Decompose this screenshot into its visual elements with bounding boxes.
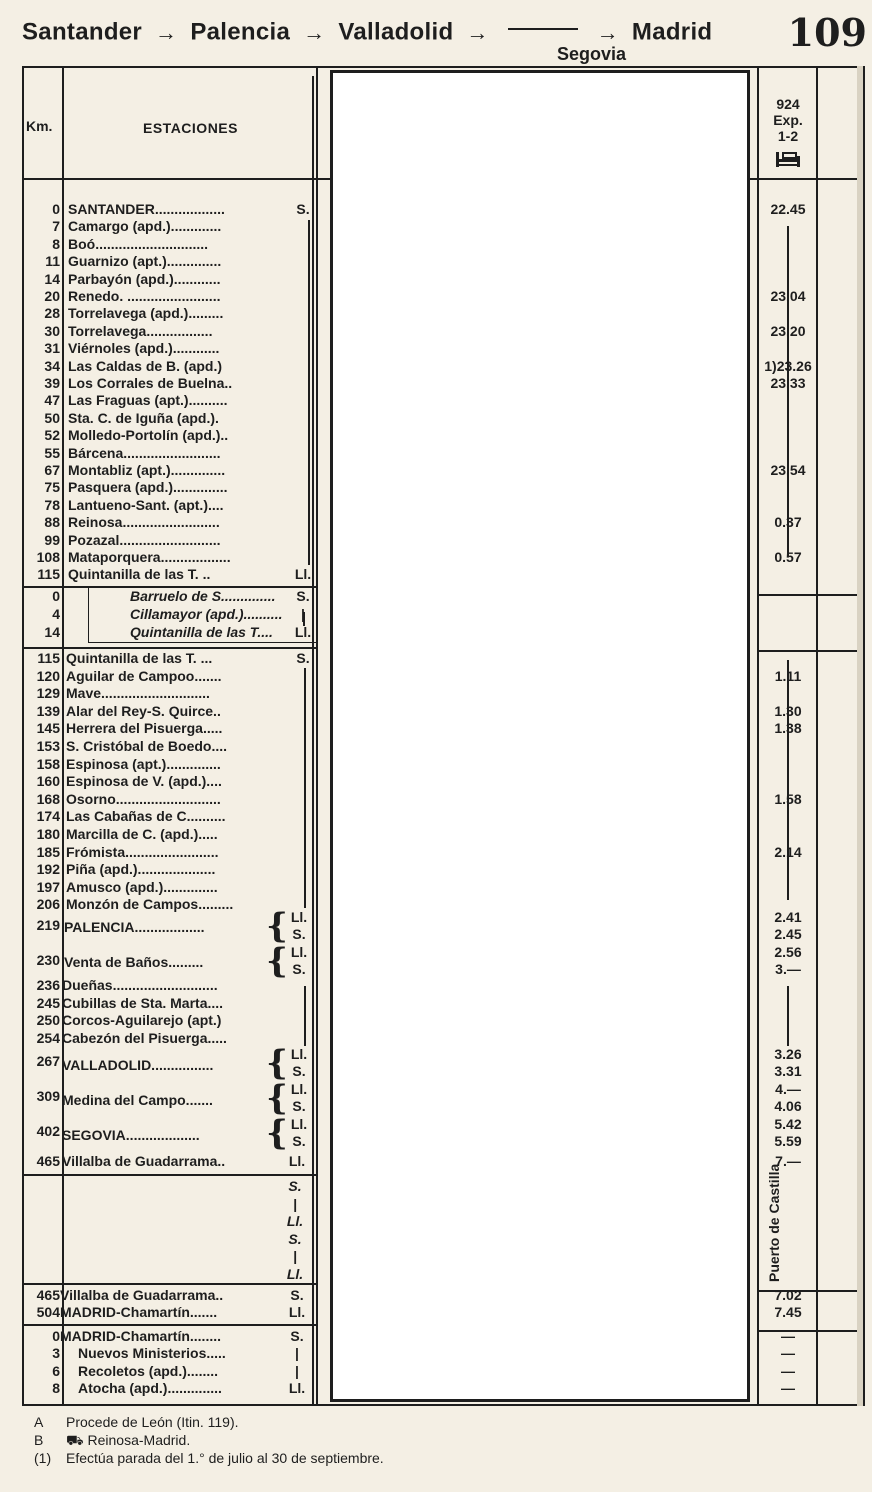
station-name: Mave............................ (66, 685, 210, 702)
section-divider (22, 1324, 316, 1326)
signal: | (295, 1362, 299, 1379)
route-divider (508, 28, 578, 30)
station-name: Espinosa de V. (apd.).... (66, 773, 222, 790)
station-name: Sta. C. de Iguña (apd.). (68, 409, 219, 426)
table-row (22, 588, 862, 606)
signal: S. (296, 650, 310, 666)
departure-time: 23.54 (770, 462, 806, 478)
route-madrid: Madrid (631, 18, 713, 46)
station-name: Recoletos (apd.)........ (78, 1362, 219, 1379)
station-name: Bárcena......................... (68, 444, 221, 461)
km-value: 3 (52, 1345, 60, 1362)
route-title (22, 18, 712, 47)
departure-time: 1.38 (774, 720, 802, 737)
signal: Ll. (288, 1304, 306, 1320)
departure-time: 5.42 (774, 1116, 802, 1132)
table-row (22, 1078, 862, 1118)
km-value: 206 (36, 896, 60, 913)
station-name: Viérnoles (apd.)............ (68, 340, 220, 357)
station-name: Lantueno-Sant. (apt.).... (68, 496, 224, 513)
km-value: 99 (44, 531, 60, 548)
km-value: 402 (36, 1123, 60, 1139)
departure-time: 23.33 (770, 375, 806, 391)
table-row (22, 844, 862, 862)
km-value: 465 (36, 1287, 60, 1303)
km-value: 115 (37, 566, 60, 583)
table-row (22, 549, 862, 567)
table-row (22, 1287, 862, 1305)
km-value: 245 (36, 994, 60, 1011)
departure-time: 7.02 (774, 1287, 802, 1303)
table-row (22, 668, 862, 686)
station-name: Parbayón (apd.)............ (68, 270, 221, 287)
departure-time: 1.11 (774, 667, 802, 684)
table-row (22, 624, 862, 642)
km-value: 192 (36, 861, 60, 878)
station-name: Renedo. ........................ (68, 288, 221, 304)
page-number: 109 (787, 10, 867, 55)
table-row (22, 756, 862, 774)
footnote: A Procede de León (Itin. 119). (34, 1414, 239, 1430)
signal: S. (288, 1178, 302, 1194)
arrow-icon: → (303, 19, 326, 45)
km-value: 160 (36, 773, 60, 790)
km-value: 174 (36, 808, 60, 825)
signal: | (295, 1345, 299, 1362)
km-value: 11 (45, 253, 60, 270)
brace: { (266, 906, 288, 946)
table-row (22, 392, 862, 410)
table-row (22, 236, 862, 254)
km-value: 4 (52, 606, 60, 622)
km-value: 30 (44, 322, 60, 339)
km-value: 20 (44, 288, 60, 304)
station-name: SANTANDER.................. (68, 201, 225, 217)
table-row (22, 566, 862, 584)
table-row (22, 1113, 862, 1153)
km-value: 28 (44, 305, 60, 322)
signal: S. (292, 1133, 306, 1149)
table-row (22, 479, 862, 497)
departure-time: 3.31 (774, 1063, 802, 1079)
km-value: 88 (44, 514, 60, 531)
table-row (22, 288, 862, 306)
table-row (22, 340, 862, 358)
train-classes: 1-2 (777, 128, 799, 144)
train-number: 924 (776, 96, 800, 112)
arrow-icon: → (596, 19, 619, 45)
station-name: Cillamayor (apd.).......... (130, 606, 283, 622)
signal: Ll. (288, 1153, 306, 1169)
departure-time: 1.58 (774, 790, 802, 807)
departure-time: 1)23.26 (764, 357, 812, 374)
km-value: 108 (36, 549, 60, 565)
km-value: 115 (37, 650, 60, 666)
table-row (22, 808, 862, 826)
station-name: Aguilar de Campoo....... (66, 667, 222, 684)
signal: Ll. (290, 1046, 308, 1062)
station-name: SEGOVIA................... (62, 1127, 200, 1143)
table-row (22, 1345, 862, 1363)
signal: Ll. (290, 944, 308, 960)
station-name: Monzón de Campos......... (66, 896, 234, 913)
table-row (22, 977, 862, 995)
km-value: 67 (44, 462, 60, 478)
departure-time: — (781, 1380, 795, 1397)
table-row (22, 1304, 862, 1322)
km-value: 129 (36, 685, 60, 702)
km-value: 465 (36, 1153, 60, 1169)
departure-time: 0.37 (774, 514, 802, 531)
table-row (22, 410, 862, 428)
departure-time: 4.06 (774, 1098, 802, 1114)
station-name: Los Corrales de Buelna.. (68, 375, 233, 391)
station-name: Cubillas de Sta. Marta.... (62, 994, 224, 1011)
km-value: 55 (44, 444, 60, 461)
section-divider (22, 1174, 316, 1176)
signal: Ll. (294, 624, 312, 640)
table-row (22, 773, 862, 791)
signal: Ll. (290, 909, 308, 925)
table-row (22, 1043, 862, 1083)
station-name: Corcos-Aguilarejo (apt.) (62, 1012, 222, 1029)
table-row (22, 861, 862, 879)
signal: Ll. (288, 1380, 306, 1397)
table-row (22, 1363, 862, 1381)
km-value: 34 (44, 357, 60, 374)
route-santander: Santander (22, 18, 143, 46)
signal: S. (292, 1063, 306, 1079)
table-row (22, 497, 862, 515)
station-name: Boó............................. (68, 235, 209, 252)
station-name: Villalba de Guadarrama.. (62, 1153, 226, 1169)
km-value: 47 (44, 392, 60, 409)
table-row (22, 1328, 862, 1346)
table-row (22, 606, 862, 624)
table-row (22, 995, 862, 1013)
station-name: Reinosa......................... (68, 514, 220, 531)
station-name: Camargo (apd.)............. (68, 218, 222, 235)
station-name: Nuevos Ministerios..... (78, 1345, 226, 1362)
km-value: 168 (36, 790, 60, 807)
km-value: 153 (36, 738, 60, 754)
table-row (22, 879, 862, 897)
table-row (22, 358, 862, 376)
station-name: MADRID-Chamartín........ (60, 1328, 222, 1344)
station-name: Torrelavega................. (68, 322, 213, 339)
km-value: 50 (44, 409, 60, 426)
departure-time: 2.45 (774, 926, 802, 942)
station-name: Quintanilla de las T.... (130, 624, 273, 640)
station-name: Barruelo de S.............. (130, 588, 276, 604)
table-row (22, 720, 862, 738)
table-row (22, 271, 862, 289)
km-value: 39 (44, 375, 60, 391)
puerto-label-box (757, 1163, 817, 1286)
departure-time: — (781, 1362, 795, 1379)
table-row (22, 906, 862, 946)
table-row (22, 427, 862, 445)
station-name: Alar del Rey-S. Quirce.. (66, 702, 221, 719)
signal: Ll. (286, 1213, 304, 1229)
km-value: 230 (36, 952, 60, 968)
arrow-icon: → (466, 19, 489, 45)
table-row (22, 1012, 862, 1030)
station-name: Amusco (apd.).............. (66, 878, 218, 895)
station-name: Las Fraguas (apt.).......... (68, 392, 228, 409)
km-value: 250 (36, 1012, 60, 1029)
signal: S. (290, 1287, 304, 1303)
brace: { (266, 1113, 288, 1153)
table-row (22, 253, 862, 271)
table-row (22, 323, 862, 341)
station-name: Herrera del Pisuerga..... (66, 720, 223, 737)
route-segovia: Segovia (557, 44, 627, 64)
sleeper-icon (775, 150, 801, 168)
km-value: 75 (44, 479, 60, 496)
train-type: Exp. (773, 112, 803, 128)
table-row (22, 218, 862, 236)
table-row (22, 445, 862, 463)
km-value: 14 (44, 270, 60, 287)
station-name: Atocha (apd.).............. (78, 1380, 222, 1397)
signal: S. (292, 926, 306, 942)
station-name: Medina del Campo....... (62, 1092, 213, 1108)
signal: S. (296, 201, 310, 217)
signal: Ll. (290, 1116, 308, 1132)
station-name: Las Cabañas de C.......... (66, 808, 226, 825)
section-divider (22, 647, 316, 649)
page-header (22, 10, 867, 68)
km-value: 139 (36, 702, 60, 719)
km-value: 0 (52, 201, 60, 217)
station-name: Dueñas........................... (62, 977, 218, 993)
station-name: Venta de Baños......... (64, 954, 204, 970)
table-row (22, 305, 862, 323)
station-name: Pozazal.......................... (68, 531, 221, 548)
brace: { (266, 1043, 288, 1083)
departure-time: 2.56 (774, 944, 802, 960)
station-name: Osorno........................... (66, 790, 221, 807)
station-name: MADRID-Chamartín....... (60, 1304, 218, 1320)
station-name: Las Caldas de B. (apd.) (68, 357, 223, 374)
table-row (22, 532, 862, 550)
km-value: 6 (52, 1362, 60, 1379)
signal: | (293, 1248, 297, 1264)
station-name: VALLADOLID................ (62, 1057, 214, 1073)
table-row (22, 685, 862, 703)
stations-header: ESTACIONES (143, 120, 238, 136)
signal: S. (292, 1098, 306, 1114)
station-name: Villalba de Guadarrama.. (60, 1287, 224, 1303)
km-value: 219 (36, 917, 60, 933)
table-row (22, 896, 862, 914)
departure-time: — (781, 1328, 795, 1344)
station-name: Montabliz (apt.).............. (68, 462, 226, 478)
departure-time: 2.41 (774, 909, 802, 925)
station-name: Molledo-Portolín (apd.).. (68, 427, 229, 444)
table-row (22, 1030, 862, 1048)
signal: Ll. (290, 1081, 308, 1097)
station-name: Quintanilla de las T. .. (68, 566, 211, 583)
departure-time: 7.45 (774, 1304, 802, 1320)
km-value: 31 (44, 340, 60, 357)
km-value: 185 (36, 843, 60, 860)
km-value: 267 (36, 1053, 60, 1069)
km-value: 145 (36, 720, 60, 737)
departure-time: 7.— (775, 1153, 801, 1169)
km-value: 158 (36, 755, 60, 772)
departure-time: 0.57 (774, 549, 802, 565)
footnote: B ⛟ Reinosa-Madrid. (34, 1432, 191, 1448)
km-value: 197 (36, 878, 60, 895)
table-row (22, 375, 862, 393)
section-divider (22, 1283, 316, 1285)
station-name: Frómista........................ (66, 843, 219, 860)
table-row (22, 1153, 862, 1171)
table-row (22, 738, 862, 756)
km-value: 52 (44, 427, 60, 444)
signal: S. (290, 1328, 304, 1344)
station-name: Piña (apd.).................... (66, 861, 216, 878)
km-value: 254 (36, 1029, 60, 1046)
station-name: Torrelavega (apd.)......... (68, 305, 224, 322)
signal: | (293, 1195, 297, 1212)
departure-time: 3.26 (774, 1046, 802, 1062)
table-row (22, 462, 862, 480)
departure-time: 4.— (775, 1081, 801, 1097)
departure-time: 23.20 (770, 322, 806, 339)
departure-time: 5.59 (774, 1133, 802, 1149)
signal: Ll. (286, 1265, 304, 1282)
station-name: Espinosa (apt.).............. (66, 755, 221, 772)
table-row (22, 1380, 862, 1398)
signal: | (301, 606, 305, 622)
table-row (22, 791, 862, 809)
brace: { (266, 1078, 288, 1118)
table-row (22, 941, 862, 981)
station-name: Mataporquera.................. (68, 549, 231, 565)
departure-time: 23.04 (770, 288, 806, 304)
brace: { (266, 941, 288, 981)
departure-time: 3.— (775, 961, 801, 977)
route-palencia: Palencia (190, 18, 291, 46)
km-header: Km. (26, 118, 53, 134)
km-value: 7 (52, 218, 60, 235)
station-name: PALENCIA.................. (64, 919, 205, 935)
km-value: 8 (52, 1380, 60, 1397)
km-value: 78 (44, 496, 60, 513)
station-name: Cabezón del Pisuerga..... (62, 1029, 227, 1046)
table-row (22, 514, 862, 532)
table-row (22, 826, 862, 844)
km-value: 14 (44, 624, 60, 640)
km-value: 180 (36, 826, 60, 842)
signal: Ll. (294, 566, 312, 583)
table-row (22, 201, 862, 219)
footnote: (1) Efectúa parada del 1.° de julio al 30 de septiembre. (34, 1450, 384, 1466)
departure-time: 22.45 (770, 201, 806, 217)
departure-time: 1.30 (774, 702, 802, 719)
station-name: Guarnizo (apt.).............. (68, 253, 222, 270)
station-name: Pasquera (apd.).............. (68, 479, 228, 496)
station-name: Quintanilla de las T. ... (66, 650, 213, 666)
station-name: S. Cristóbal de Boedo.... (66, 738, 228, 754)
puerto-label: Puerto de Castilla (766, 1163, 782, 1282)
km-value: 504 (36, 1304, 60, 1320)
arrow-icon: → (155, 19, 178, 45)
departure-time: — (781, 1345, 795, 1362)
km-value: 120 (36, 667, 60, 684)
departure-time: 2.14 (774, 843, 802, 860)
signal: S. (292, 961, 306, 977)
station-name: Marcilla de C. (apd.)..... (66, 826, 218, 842)
km-value: 309 (36, 1088, 60, 1104)
table-row (22, 703, 862, 721)
km-value: 236 (36, 977, 60, 993)
train-header (762, 96, 814, 168)
footnotes (34, 1413, 384, 1467)
route-valladolid: Valladolid (338, 18, 454, 46)
km-value: 8 (52, 235, 60, 252)
signal: S. (288, 1230, 302, 1247)
km-value: 0 (52, 588, 60, 604)
table-row (22, 650, 862, 668)
km-value: 0 (52, 1328, 60, 1344)
signal: S. (296, 588, 310, 604)
